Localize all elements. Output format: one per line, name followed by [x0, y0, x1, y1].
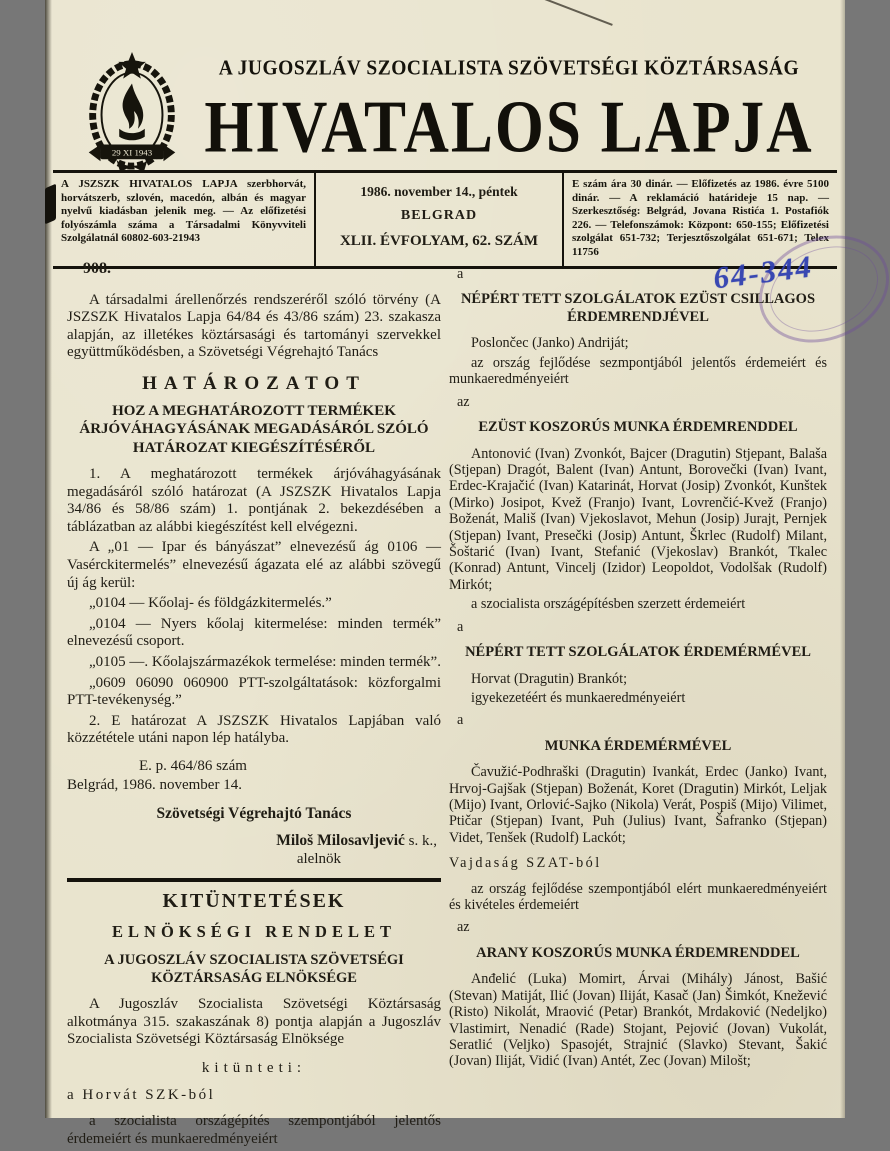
award3-recipient: Horvat (Dragutin) Brankót;: [471, 670, 628, 687]
handwritten-mark: 64-344: [711, 248, 815, 296]
signer-title: alelnök: [296, 851, 341, 868]
yugoslav-coat-of-arms-icon: [73, 50, 191, 178]
publication-languages-note: A JSZSZK HIVATALOS LAPJA szerbhorvát, horvátszerb, szlovén, macedón, albán és magyar nyelvű kiadásban jelenik meg. — Az előfizetési folyószámla száma a Társadalmi Könyvviteli Szolgálatnál 60802-603-21943: [53, 173, 316, 266]
decorations-intro: A Jugoszláv Szocialista Szövetségi Köztársaság alkotmánya 315. szakaszának 8) pontja alapján a Jugoszláv Szocialista Szövetségi Köztársaság Elnöksége: [67, 996, 441, 1048]
section-divider: [67, 878, 441, 882]
decorations-section-title: KITÜNTETÉSEK: [162, 889, 346, 912]
presidential-decree-heading: ELNÖKSÉGI RENDELET: [112, 921, 396, 941]
article-marker-az-1: az: [457, 393, 470, 410]
vojvodina-merit-reason: az ország fejlődése szempontjából elért munkaeredményeiért és kivételes érdemeiért: [449, 880, 827, 914]
issue-date: 1986. november 14., péntek: [360, 184, 518, 199]
decree-item-0105: „0105 —. Kőolajszármazékok termelése: minden termék”.: [89, 654, 441, 670]
paper-title: HIVATALOS LAPJA: [204, 85, 814, 168]
signer-name: Miloš Milosavljević: [276, 831, 405, 849]
emblem-date: 29 XI 1943: [111, 147, 153, 158]
article-intro: A társadalmi árellenőrzés rendszeréről szóló törvény (A JSZSZK Hivatalos Lapja 64/84 és 43/86 szám) 23. szakasza alapján, az illetékes köztársasági és tartományi szervekkel együttműködésben, a Szövetségi Végrehajtó Tanács: [67, 291, 441, 361]
decree-word-heading: HATÁROZATOT: [142, 372, 366, 394]
award3-reason: igyekezetéért és munkaeredményeiért: [471, 689, 686, 706]
scan-edge-left: [45, 0, 52, 1118]
decree-paragraph-final: 2. E határozat A JSZSZK Hivatalos Lapjában való közzététele utáni napon lép hatályba.: [67, 712, 441, 747]
award1-title: NÉPÉRT TETT SZOLGÁLATOK EZÜST CSILLAGOS ÉRDEMRENDJÉVEL: [460, 291, 816, 325]
award1-reason: az ország fejlődése sezmpontjából jelentős érdemeiért és munkaeredményeiért: [449, 354, 827, 388]
croatia-merit-reason: a szocialista országépítés szempontjából jelentős érdemeiért és munkaeredményeiért: [67, 1113, 441, 1147]
award1-recipient: Poslončec (Janko) Andriját;: [471, 335, 629, 352]
award5-title: ARANY KOSZORÚS MUNKA ÉRDEMRENDDEL: [476, 944, 800, 961]
award5-recipients: Anđelić (Luka) Momirt, Árvai (Mihály) Jánost, Bašić (Stevan) Matiját, Ilić (Jovan) Iliját, Kasač (Jan) Šimkót, Knežević (Risto) Nikolát, Mraović (Petar) Brankót, Mrdaković (Nedeljko) Vlastimirt, Nenadić (Rade) Stojant, Pejović (Jovan) Vukolát, Seratlić (Veljko) Spasojét, Strajnić (Slavko) Stevant, Šakić (Jovan) Iliját, Vidić (Ivan) Antét, Zec (Jovan) Milošt;: [449, 971, 827, 1070]
award2-recipients: Antonović (Ivan) Zvonkót, Bajcer (Dragutin) Stjepant, Balaša (Stjepan) Dragót, Balent (Ivan) Antunt, Borovečki (Ivan) Ivant, Erdec-Krajačić (Ivan) Katarinát, Horvat (Josip) Zvonkót, Kunštek (Mirko) Josipot, Kvež (Franjo) Ivant, Lovrenčić-Kvež (Franjo) Boženát, Mališ (Ivan) Vjekoslavot, Mehun (Josip) Jurajt, Pernjek (Stjepan) Ivant, Presečki (Josip) Antunt, Škrlec (Rudolf) Milant, Šoštarić (Ivan) Ivant, Stefanić (Vjekoslav) Brankót, Tkalec (Konrad) Antunt, Vincelj (Izidor) Leopoldot, Vodolšak (Rudolf) Mirkót;: [449, 445, 827, 593]
decree-subject-heading: HOZ A MEGHATÁROZOTT TERMÉKEK ÁRJÓVÁHAGYÁSÁNAK MEGADÁSÁRÓL SZÓLÓ HATÁROZAT KIEGÉSZÍTÉSÉRŐL: [79, 402, 429, 456]
place-and-date: Belgrád, 1986. november 14.: [67, 776, 242, 793]
article-marker-az-2: az: [457, 919, 470, 936]
signature-line: [67, 832, 437, 851]
gazette-page: [45, 0, 845, 1147]
scan-edge-right: [840, 0, 845, 1118]
decree-item-0104b: „0104 — Nyers kőolaj kitermelése: minden termék” elnevezésű csoport.: [67, 615, 441, 650]
decree-paragraph-2: A „01 — Ipar és bányászat” elnevezésű ág 0106 — Vasérckitermelés” elnevezésű ágazata elé az alábbi szövegű új ág kerül:: [67, 539, 441, 591]
masthead-tagline: A JUGOSZLÁV SZOCIALISTA SZÖVETSÉGI KÖZTÁRSASÁG: [218, 57, 800, 80]
decree-item-0104a: „0104 — Kőolaj- és földgázkitermelés.”: [89, 595, 332, 612]
article-marker-a-3: a: [457, 712, 464, 729]
price-and-contacts-note: E szám ára 30 dinár. — Előfizetés az 1986. évre 5100 dinár. — A reklamáció határideje 15 nap. — Szerkesztőség: Belgrád, Jovana Ristića 1. Postafiók 226. — Telefonszámok: Központ: 650-155; Előfizetési szolgálat 651-732; Terjesztőszolgálat 651-671; Telex 11756: [572, 178, 829, 258]
issuing-body: Szövetségi Végrehajtó Tanács: [156, 805, 352, 823]
issue-identity: [316, 173, 564, 266]
region-vojvodina: Vajdaság SZAT-ból: [449, 855, 602, 872]
article-marker-a-2: a: [457, 618, 464, 635]
award4-recipients: Čavužić-Podhraški (Dragutin) Ivankát, Erdec (Janko) Ivant, Hrvoj-Gajšak (Stjepan) Boženát, Koret (Dragutin) Mirkót, Leljak (Mijo) Ivant, Orlović-Sajko (Nikola) Verát, Pospiš (Mijo) Vilimet, Ptičar (Stjepan) Ivant, Puh (Julius) Ivant, Šafranko (Stjepan) Videt, Tenšek (Rudolf) Lackót;: [449, 764, 827, 846]
signer-suffix: s. k.,: [408, 832, 437, 849]
award3-title: NÉPÉRT TETT SZOLGÁLATOK ÉRDEMÉRMÉVEL: [465, 644, 811, 660]
article-marker-a-1: a: [457, 266, 464, 282]
issue-city: BELGRAD: [400, 208, 478, 223]
right-column: [449, 260, 827, 1073]
region-croatia: a Horvát SZK-ból: [67, 1086, 216, 1103]
decorates-label: kitünteti:: [201, 1059, 307, 1076]
left-column: [67, 260, 441, 1151]
reference-number: E. p. 464/86 szám: [139, 757, 247, 774]
article-number: 908.: [83, 260, 111, 277]
scan-scratch-line: [539, 0, 613, 26]
decree-item-0609: „0609 06090 060900 PTT-szolgáltatások: közforgalmi PTT-tevékenység.”: [67, 674, 441, 709]
issue-infobar: [53, 170, 837, 269]
decree-paragraph-1: 1. A meghatározott termékek árjóváhagyásának megadásáról szóló határozat (A JSZSZK Hivatalos Lapja 34/86 és 58/86 szám) 1. pontjának 2. bekezdésében a táblázatban az alábbi kiegészítést kell elvégezni.: [67, 466, 441, 535]
presidency-issuer: A JUGOSZLÁV SZOCIALISTA SZÖVETSÉGI KÖZTÁRSASÁG ELNÖKSÉGE: [104, 952, 404, 987]
award4-title: MUNKA ÉRDEMÉRMÉVEL: [544, 737, 732, 754]
issue-volume: XLII. ÉVFOLYAM, 62. SZÁM: [339, 233, 539, 249]
award2-title: EZÜST KOSZORÚS MUNKA ÉRDEMRENDDEL: [478, 419, 798, 436]
award2-reason: a szocialista országépítésben szerzett érdemeiért: [471, 596, 746, 613]
